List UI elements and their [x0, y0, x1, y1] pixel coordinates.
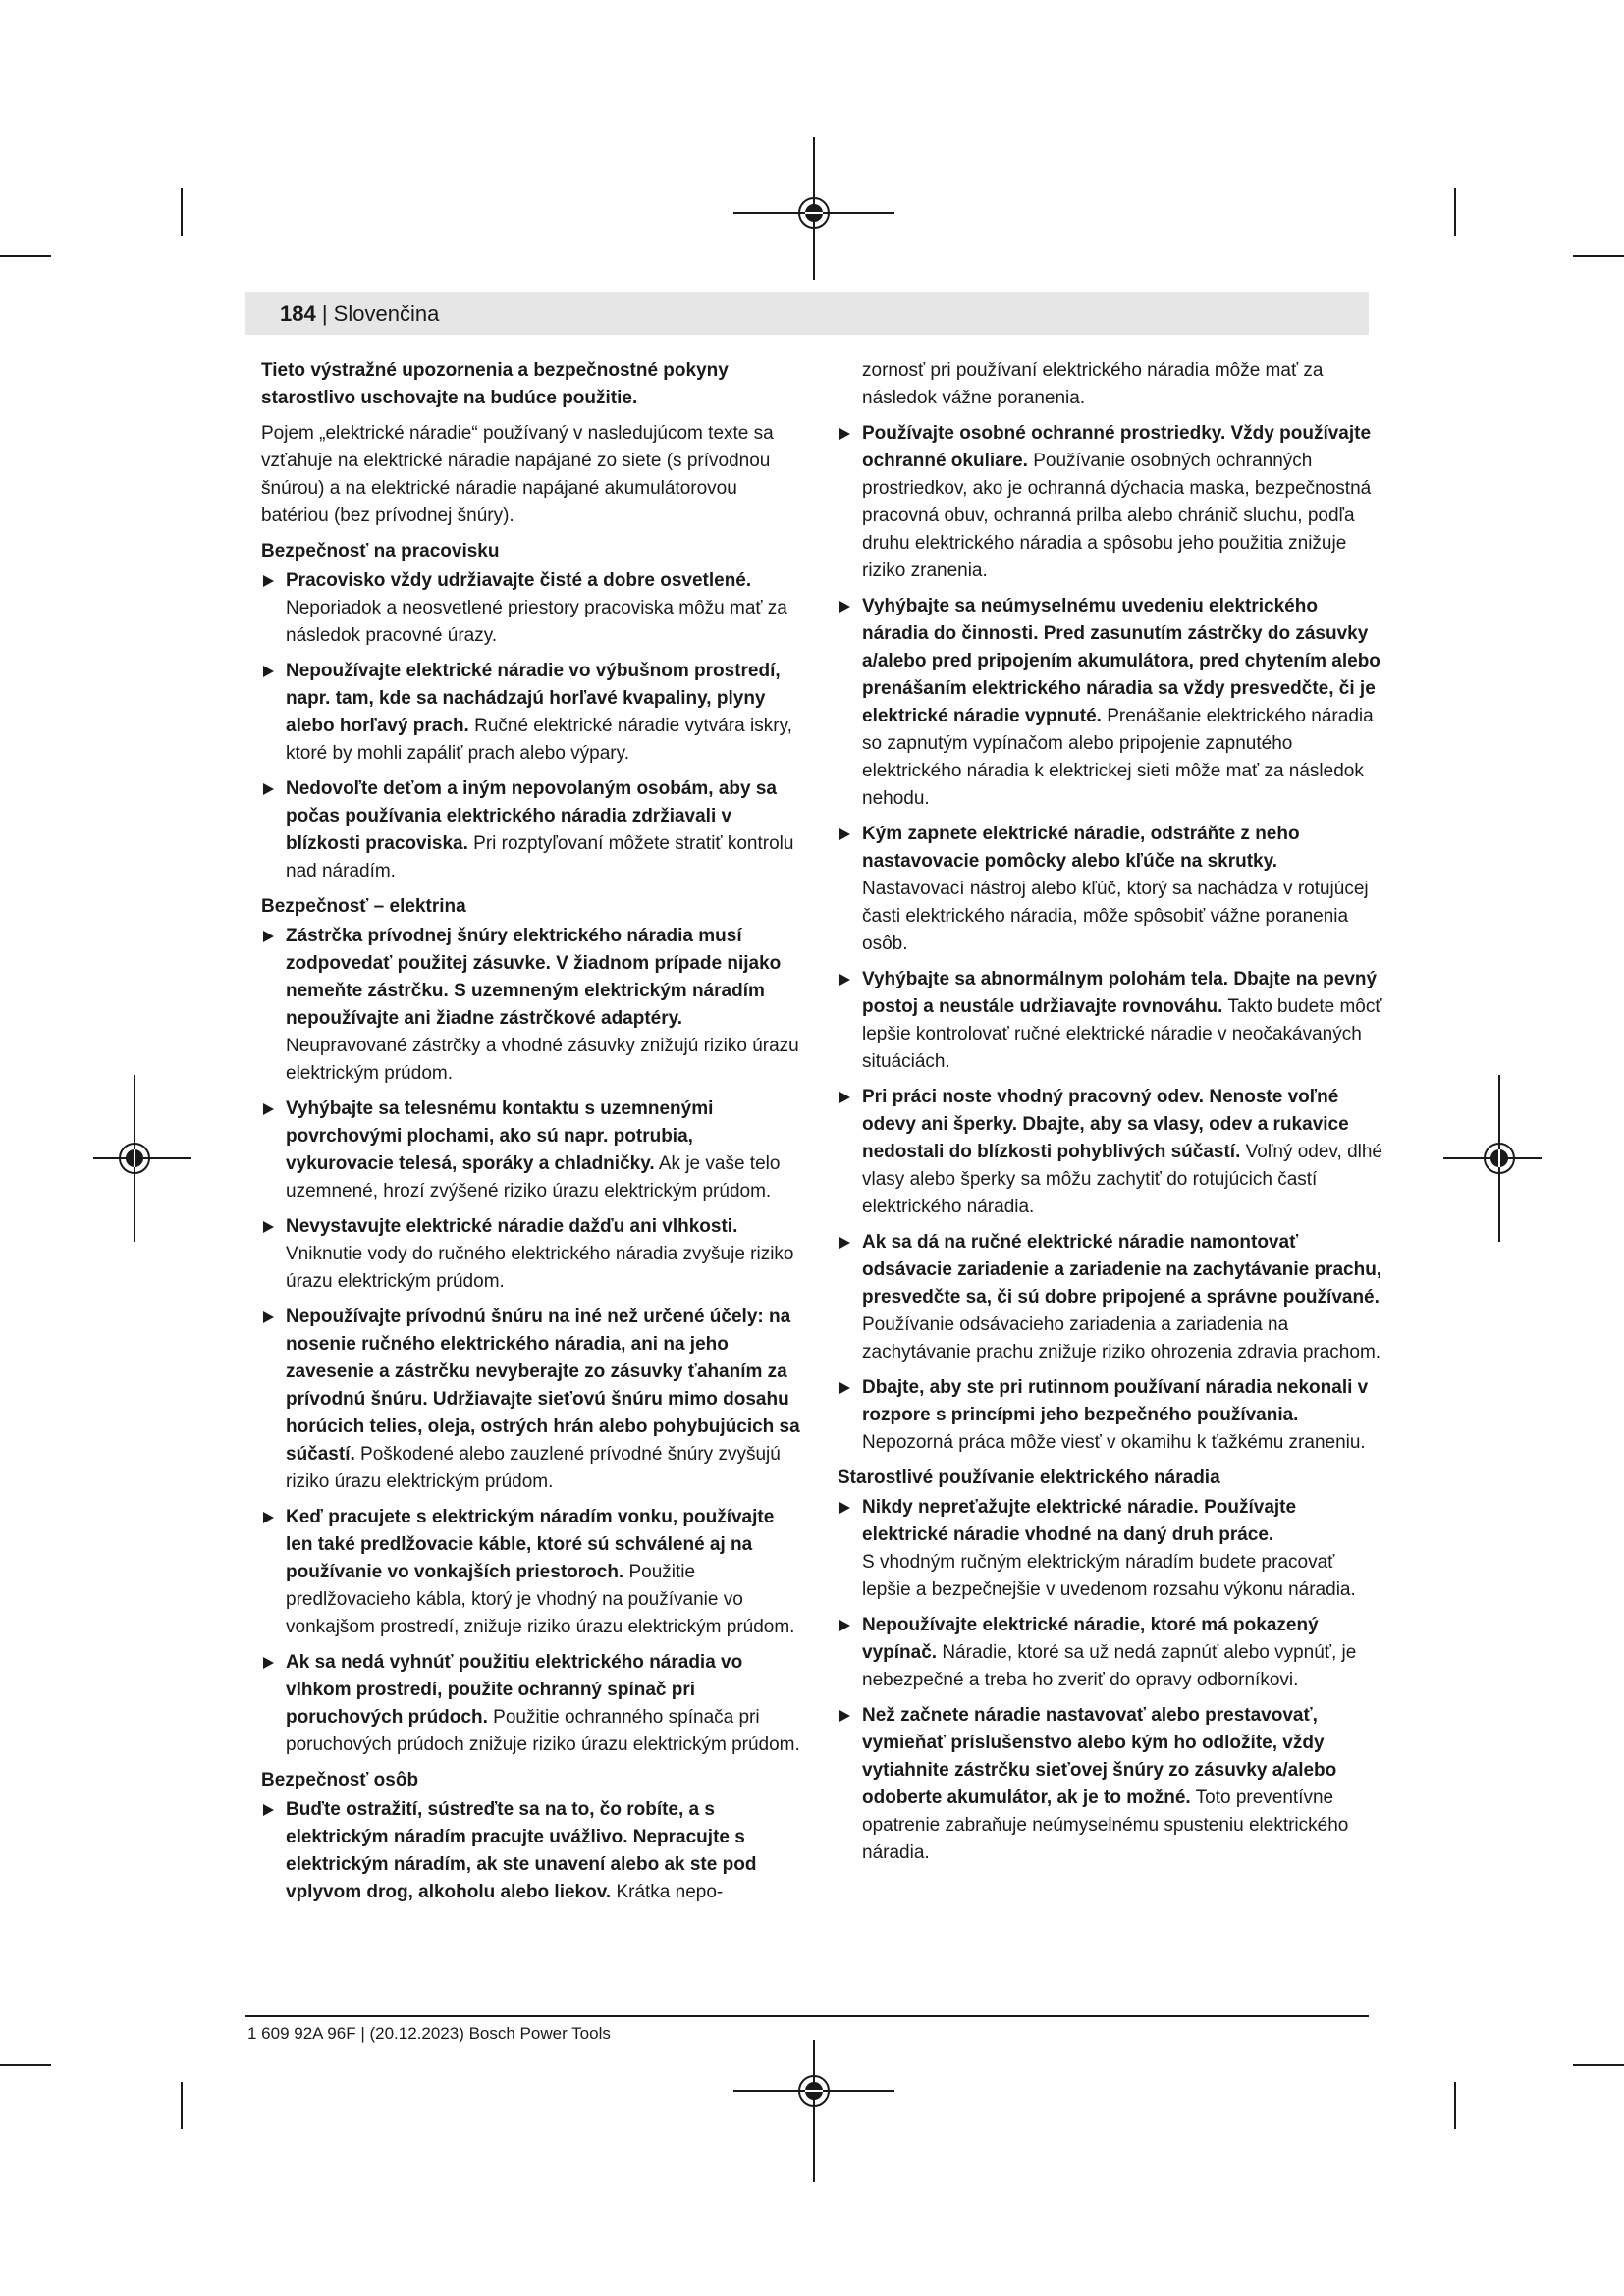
bullet-triangle-icon — [263, 1512, 274, 1523]
bullet-triangle-icon — [839, 1382, 850, 1394]
bullet-triangle-icon — [263, 1221, 274, 1233]
bullet-triangle-icon — [839, 1620, 850, 1631]
bullet-triangle-icon — [839, 828, 850, 840]
crop-mark-top-left-h — [0, 255, 51, 257]
crop-mark-bottom-right-h — [1573, 2064, 1624, 2066]
continued-text: zornosť pri používaní elektrického náradia môže mať za následok vážne poranenia. — [862, 360, 1324, 408]
crop-mark-bottom-left-v — [181, 2082, 183, 2129]
registration-mark-left-icon — [93, 1075, 191, 1242]
bullet-triangle-icon — [839, 974, 850, 986]
bullet-triangle-icon — [839, 1710, 850, 1722]
list-item: Nedovoľte deťom a iným nepovolaným osobám, aby sa počas používania elektrického náradia zdržiavali v blízkosti pracoviska. Pri rozptyľovaní môžete stratiť kontrolu nad náradím. — [261, 775, 803, 885]
bullet-triangle-icon — [839, 1092, 850, 1103]
crop-mark-bottom-left-h — [0, 2064, 51, 2066]
list-item: Keď pracujete s elektrickým náradím vonku, používajte len také predlžovacie káble, ktoré sú schválené aj na používanie vo vonkajších priestoroch. Použitie predlžovacieho kábla, ktorý je vhodný na používanie vo vonkajšom prostredí, znižuje riziko úrazu elektrickým prúdom. — [261, 1504, 803, 1641]
footer-divider — [245, 2015, 1369, 2017]
registration-mark-right-icon — [1443, 1075, 1542, 1242]
registration-mark-bottom-icon — [733, 2040, 894, 2182]
list-item: Vyhýbajte sa neúmyselnému uvedeniu elektrického náradia do činnosti. Pred zasunutím zástrčky do zásuvky a/alebo pred pripojením akumulátora, pred chytením alebo prenášaním elektrického náradia sa vždy presvedčte, či je elektrické náradie vypnuté. Prenášanie elektrického náradia so zapnutým vypínačom alebo pripojenie zapnutého elektrického náradia k elektrickej sieti môže mať za následok nehodu. — [838, 593, 1383, 813]
bullet-triangle-icon — [263, 783, 274, 795]
list-item: Dbajte, aby ste pri rutinnom používaní náradia nekonali v rozpore s princípmi jeho bezpečného používania. Nepozorná práca môže viesť v okamihu k ťažkému zraneniu. — [838, 1374, 1383, 1457]
bullet-triangle-icon — [839, 601, 850, 613]
bullet-triangle-icon — [263, 575, 274, 587]
bullet-triangle-icon — [839, 1502, 850, 1514]
section-heading-workplace: Bezpečnosť na pracovisku — [261, 541, 500, 561]
bullet-triangle-icon — [263, 666, 274, 677]
page-header — [280, 301, 439, 327]
list-item: Vyhýbajte sa abnormálnym polohám tela. Dbajte na pevný postoj a neustále udržiavajte rovnováhu. Takto budete môcť lepšie kontrolovať ručné elektrické náradie v neočakávaných situáciách. — [838, 966, 1383, 1076]
left-column — [261, 357, 803, 1914]
list-item: Pri práci noste vhodný pracovný odev. Nenoste voľné odevy ani šperky. Dbajte, aby sa vlasy, odev a rukavice nedostali do blízkosti pohyblivých súčastí. Voľný odev, dlhé vlasy alebo šperky sa môžu zachytiť do rotujúcich častí elektrického náradia. — [838, 1084, 1383, 1221]
section-heading-personal: Bezpečnosť osôb — [261, 1770, 419, 1790]
list-item: Nikdy nepreťažujte elektrické náradie. Používajte elektrické náradie vhodné na daný druh práce. S vhodným ručným elektrickým náradím budete pracovať lepšie a bezpečnejšie v uvedenom rozsahu výkonu náradia. — [838, 1494, 1383, 1604]
intro-warning: Tieto výstražné upozornenia a bezpečnostné pokyny starostlivo uschovajte na budúce použitie. — [261, 360, 729, 408]
bullet-triangle-icon — [263, 931, 274, 942]
section-heading-tool-use: Starostlivé používanie elektrického náradia — [838, 1468, 1220, 1488]
list-item: Používajte osobné ochranné prostriedky. Vždy používajte ochranné okuliare. Používanie osobných ochranných prostriedkov, ako je ochranná dýchacia maska, bezpečnostná pracovná obuv, ochranná prilba alebo chránič sluchu, podľa druhu elektrického náradia a spôsobu jeho použitia znižuje riziko zranenia. — [838, 420, 1383, 585]
section-heading-electric: Bezpečnosť – elektrina — [261, 896, 466, 917]
bullet-triangle-icon — [839, 1237, 850, 1249]
header-language: Slovenčina — [333, 301, 440, 326]
list-item: Vyhýbajte sa telesnému kontaktu s uzemnenými povrchovými plochami, ako sú napr. potrubia, vykurovacie telesá, sporáky a chladničky. Ak je vaše telo uzemnené, hrozí zvýšené riziko úrazu elektrickým prúdom. — [261, 1095, 803, 1205]
list-item: Nevystavujte elektrické náradie dažďu ani vlhkosti. Vniknutie vody do ručného elektrického náradia zvyšuje riziko úrazu elektrickým prúdom. — [261, 1213, 803, 1296]
crop-mark-top-left-v — [181, 188, 183, 236]
list-item: Ak sa dá na ručné elektrické náradie namontovať odsávacie zariadenie a zariadenie na zachytávanie prachu, presvedčte sa, či sú dobre pripojené a správne používané. Používanie odsávacieho zariadenia a zariadenia na zachytávanie prachu znižuje riziko ohrozenia zdravia prachom. — [838, 1229, 1383, 1366]
list-item: Zástrčka prívodnej šnúry elektrického náradia musí zodpovedať použitej zásuvke. V žiadnom prípade nijako nemeňte zástrčku. S uzemneným elektrickým náradím nepoužívajte ani žiadne zástrčkové adaptéry. Neupravované zástrčky a vhodné zásuvky znižujú riziko úrazu elektrickým prúdom. — [261, 923, 803, 1088]
bullet-triangle-icon — [263, 1311, 274, 1323]
crop-mark-top-right-v — [1454, 188, 1456, 236]
header-separator: | — [315, 301, 334, 326]
right-column — [838, 357, 1383, 1875]
registration-mark-top-icon — [733, 137, 894, 280]
list-item: Nepoužívajte prívodnú šnúru na iné než určené účely: na nosenie ručného elektrického náradia, ani na jeho zavesenie a zástrčku nevyberajte zo zásuvky ťahaním za prívodnú šnúru. Udržiavajte sieťovú šnúru mimo dosahu horúcich telies, oleja, ostrých hrán alebo pohybujúcich sa súčastí. Poškodené alebo zauzlené prívodné šnúry zvyšujú riziko úrazu elektrickým prúdom. — [261, 1304, 803, 1496]
list-item: Nepoužívajte elektrické náradie vo výbušnom prostredí, napr. tam, kde sa nachádzajú horľavé kvapaliny, plyny alebo horľavý prach. Ručné elektrické náradie vytvára iskry, ktoré by mohli zapáliť prach alebo výpary. — [261, 658, 803, 768]
intro-definition: Pojem „elektrické náradie“ používaný v nasledujúcom texte sa vzťahuje na elektrické náradie napájané zo siete (s prívodnou šnúrou) a na elektrické náradie napájané akumulátorovou batériou (bez prívodnej šnúry). — [261, 423, 774, 526]
list-item: Kým zapnete elektrické náradie, odstráňte z neho nastavovacie pomôcky alebo kľúče na skrutky. Nastavovací nástroj alebo kľúč, ktorý sa nachádza v rotujúcej časti elektrického náradia, môže spôsobiť vážne poranenia osôb. — [838, 821, 1383, 958]
bullet-triangle-icon — [263, 1804, 274, 1816]
crop-mark-bottom-right-v — [1454, 2082, 1456, 2129]
page-number: 184 — [280, 301, 316, 326]
bullet-triangle-icon — [839, 428, 850, 440]
list-item: Buďte ostražití, sústreďte sa na to, čo robíte, a s elektrickým náradím pracujte uvážlivo. Nepracujte s elektrickým náradím, ak ste unavení alebo ak ste pod vplyvom drog, alkoholu alebo liekov. Krátka nepo- — [261, 1796, 803, 1906]
page-footer: 1 609 92A 96F | (20.12.2023) Bosch Power Tools — [247, 2024, 611, 2043]
list-item: Ak sa nedá vyhnúť použitiu elektrického náradia vo vlhkom prostredí, použite ochranný spínač pri poruchových prúdoch. Použitie ochranného spínača pri poruchových prúdoch znižuje riziko úrazu elektrickým prúdom. — [261, 1649, 803, 1759]
list-item: Nepoužívajte elektrické náradie, ktoré má pokazený vypínač. Náradie, ktoré sa už nedá zapnúť alebo vypnúť, je nebezpečné a treba ho zveriť do opravy odborníkovi. — [838, 1612, 1383, 1694]
bullet-triangle-icon — [263, 1103, 274, 1115]
list-item: Pracovisko vždy udržiavajte čisté a dobre osvetlené. Neporiadok a neosvetlené priestory pracoviska môžu mať za následok pracovné úrazy. — [261, 567, 803, 650]
crop-mark-top-right-h — [1573, 255, 1624, 257]
list-item: Než začnete náradie nastavovať alebo prestavovať, vymieňať príslušenstvo alebo kým ho odložíte, vždy vytiahnite zástrčku sieťovej šnúry zo zásuvky a/alebo odoberte akumulátor, ak je to možné. Toto preventívne opatrenie zabraňuje neúmyselnému spusteniu elektrického náradia. — [838, 1702, 1383, 1867]
bullet-triangle-icon — [263, 1657, 274, 1669]
